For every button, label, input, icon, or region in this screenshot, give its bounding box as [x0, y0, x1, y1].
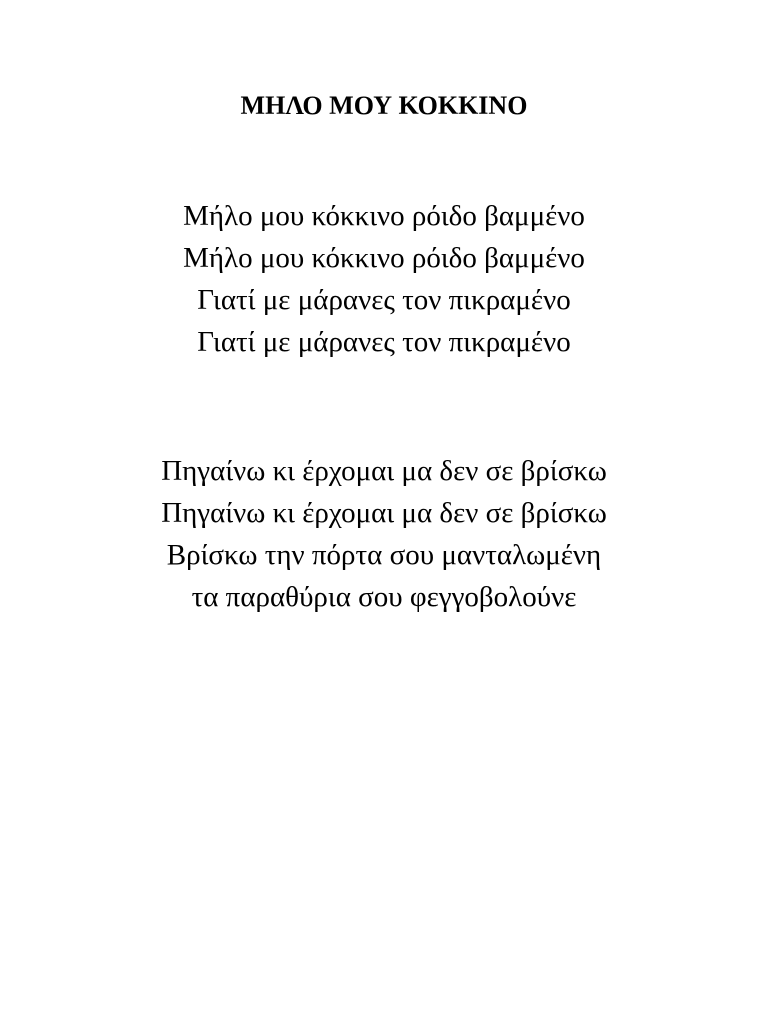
verse-line: Βρίσκω την πόρτα σου μανταλωμένη: [166, 539, 602, 571]
verse-line: Μήλο μου κόκκινο ρόιδο βαμμένο: [183, 200, 585, 232]
verse-line: Πηγαίνω κι έρχομαι μα δεν σε βρίσκω: [161, 497, 607, 529]
verse-line: τα παραθύρια σου φεγγοβολούνε: [191, 581, 577, 613]
stanza-1: [0, 195, 768, 363]
verse-line: Μήλο μου κόκκινο ρόιδο βαμμένο: [183, 242, 585, 274]
verse-line: Πηγαίνω κι έρχομαι μα δεν σε βρίσκω: [161, 455, 607, 487]
stanza-2: [0, 450, 768, 618]
verse-line: Γιατί με μάρανες τον πικραμένο: [197, 284, 571, 316]
page-title: ΜΗΛΟ ΜΟΥ ΚΟΚΚΙΝΟ: [240, 91, 528, 120]
verse-line: Γιατί με μάρανες τον πικραμένο: [197, 326, 571, 358]
